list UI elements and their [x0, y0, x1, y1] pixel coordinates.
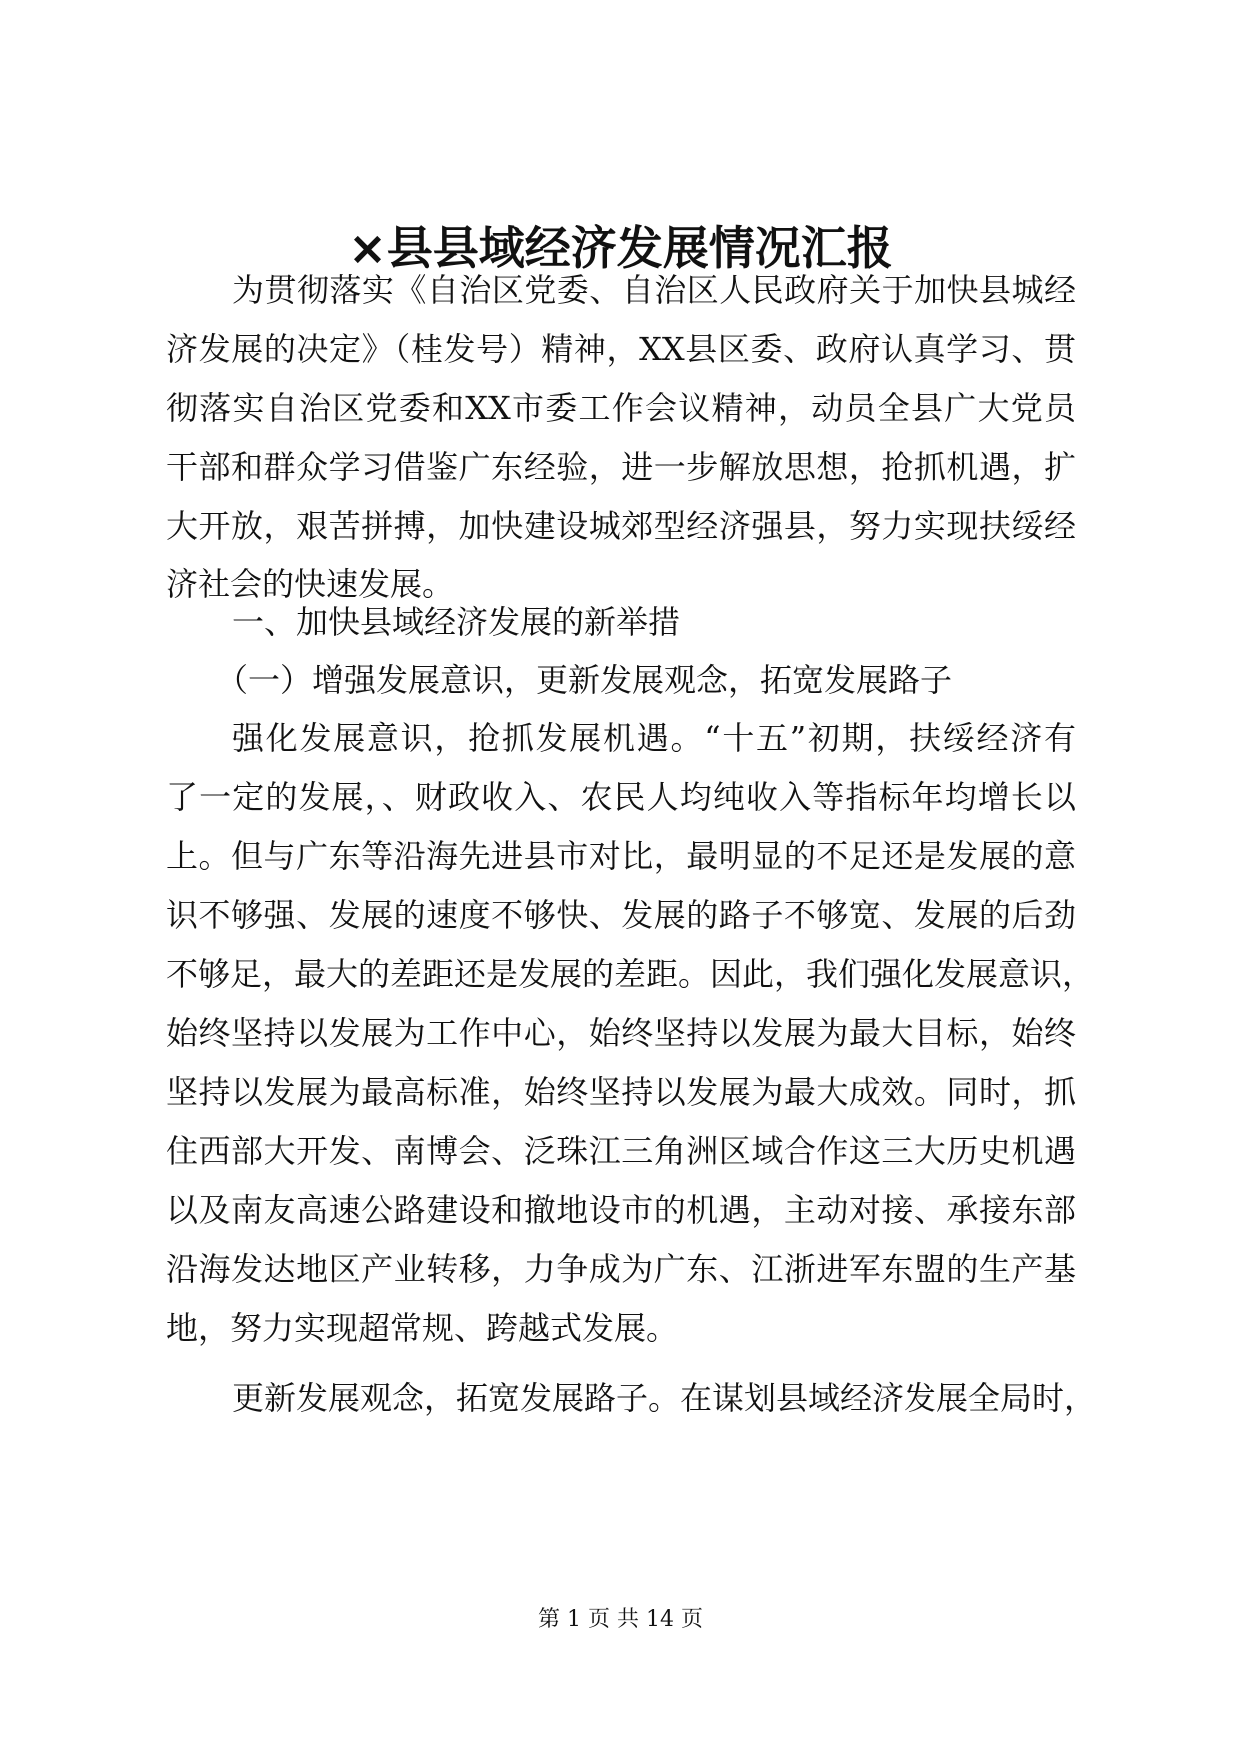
paragraph-line: 强化发展意识，抢抓发展机遇。“十五”初期，扶绥经济有	[232, 719, 1076, 757]
paragraph-line: 更新发展观念，拓宽发展路子。在谋划县域经济发展全局时，	[232, 1379, 1097, 1417]
paragraph-line: 地，努力实现超常规、跨越式发展。	[166, 1309, 679, 1347]
paragraph-line: 沿海发达地区产业转移，力争成为广东、江浙进军东盟的生产基	[166, 1250, 1076, 1288]
paragraph-line: 不够足，最大的差距还是发展的差距。因此，我们强化发展意识，	[166, 955, 1095, 993]
paragraph-line: 上。但与广东等沿海先进县市对比，最明显的不足还是发展的意	[166, 837, 1076, 875]
paragraph-line: 大开放，艰苦拼搏，加快建设城郊型经济强县，努力实现扶绥经	[166, 507, 1076, 545]
paragraph-line: 了一定的发展，、财政收入、农民人均纯收入等指标年均增长以	[166, 778, 1076, 816]
paragraph-line: 干部和群众学习借鉴广东经验，进一步解放思想，抢抓机遇，扩	[166, 448, 1076, 486]
page-footer: 第 1 页 共 14 页	[538, 1607, 703, 1632]
paragraph-line: 彻落实自治区党委和XX市委工作会议精神，动员全县广大党员	[166, 389, 1076, 427]
paragraph-line: 坚持以发展为最高标准，始终坚持以发展为最大成效。同时，抓	[166, 1073, 1076, 1111]
paragraph-line: 济社会的快速发展。	[166, 565, 455, 603]
paragraph-line: 识不够强、发展的速度不够快、发展的路子不够宽、发展的后劲	[166, 896, 1076, 934]
paragraph-line: 济发展的决定》（桂发号）精神，XX县区委、政府认真学习、贯	[166, 330, 1076, 368]
section-heading: 一、加快县域经济发展的新举措	[232, 603, 681, 641]
paragraph-line: 以及南友高速公路建设和撤地设市的机遇，主动对接、承接东部	[166, 1191, 1076, 1229]
paragraph-line: 住西部大开发、南博会、泛珠江三角洲区域合作这三大历史机遇	[166, 1132, 1076, 1170]
document-title: ×县县域经济发展情况汇报	[348, 221, 893, 275]
subsection-heading: （一）增强发展意识，更新发展观念，拓宽发展路子	[216, 661, 953, 699]
paragraph-line: 为贯彻落实《自治区党委、自治区人民政府关于加快县城经	[232, 271, 1076, 309]
paragraph-line: 始终坚持以发展为工作中心，始终坚持以发展为最大目标，始终	[166, 1014, 1076, 1052]
